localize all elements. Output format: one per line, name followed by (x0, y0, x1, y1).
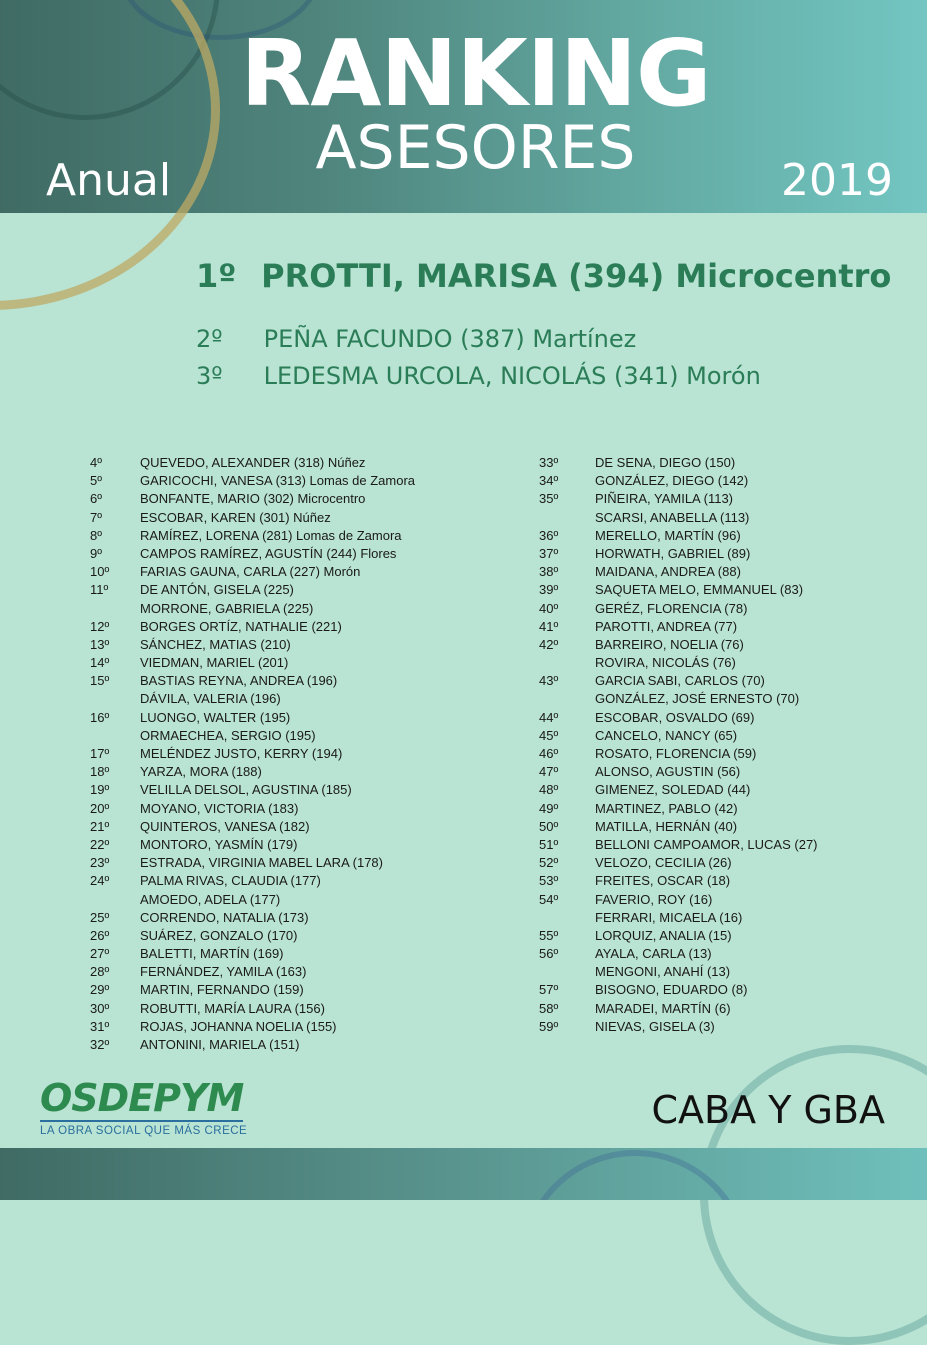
rank-position: 28º (90, 964, 110, 980)
rank-entry: MOYANO, VICTORIA (183) (140, 800, 299, 816)
rank-entry: MARTIN, FERNANDO (159) (140, 982, 304, 998)
rank-entry: MARADEI, MARTÍN (6) (595, 1000, 731, 1016)
rank-position: 15º (90, 673, 110, 689)
ranking-row (533, 654, 927, 672)
ranking-row (533, 690, 927, 708)
rank-entry: GONZÁLEZ, DIEGO (142) (595, 473, 749, 489)
rank-entry: DE SENA, DIEGO (150) (595, 455, 736, 470)
rank-entry: HORWATH, GABRIEL (89) (595, 545, 751, 561)
rank-entry: FERRARI, MICAELA (16) (595, 909, 743, 925)
ranking-row (84, 509, 484, 527)
rank-entry: YARZA, MORA (188) (140, 764, 262, 780)
rank-entry: PALMA RIVAS, CLAUDIA (177) (140, 873, 321, 889)
rank-position: 59º (539, 1018, 559, 1034)
rank-position: 37º (539, 545, 559, 561)
rank-entry: RAMÍREZ, LORENA (281) Lomas de Zamora (140, 527, 402, 543)
rank-position: 16º (90, 709, 110, 725)
ranking-row (84, 800, 484, 818)
ranking-row (84, 963, 484, 981)
rank-entry: ESTRADA, VIRGINIA MABEL LARA (178) (140, 855, 383, 871)
ranking-row (84, 891, 484, 909)
rank-position: 44º (539, 709, 559, 725)
rank-entry: ORMAECHEA, SERGIO (195) (140, 727, 316, 743)
ranking-row (533, 727, 927, 745)
ranking-row (84, 472, 484, 490)
rank-position: 26º (90, 927, 110, 943)
rank-position: 42º (539, 636, 559, 652)
ranking-row (533, 763, 927, 781)
rank-position: 17º (90, 746, 110, 761)
rank-position: 23º (90, 855, 110, 871)
rank-entry: BARREIRO, NOELIA (76) (595, 636, 744, 652)
ranking-row (84, 1000, 484, 1018)
rank-position: 58º (539, 1000, 559, 1016)
rank-entry: PAROTTI, ANDREA (77) (595, 618, 738, 634)
rank-entry: GIMENEZ, SOLEDAD (44) (595, 782, 751, 798)
rank-position: 11º (90, 582, 109, 598)
rank-entry: BASTIAS REYNA, ANDREA (196) (140, 673, 338, 689)
ranking-row (533, 454, 927, 472)
ranking-row (533, 527, 927, 545)
rank-entry: MENGONI, ANAHÍ (13) (595, 964, 731, 980)
rank-position: 10º (90, 564, 110, 580)
rank-position: 7º (90, 509, 102, 525)
rank-position: 25º (90, 909, 110, 925)
rank-entry: MARTINEZ, PABLO (42) (595, 800, 738, 816)
ranking-row (533, 854, 927, 872)
rank-position: 30º (90, 1000, 110, 1016)
ranking-row (84, 927, 484, 945)
rank-position: 38º (539, 564, 559, 580)
rank-entry: DÁVILA, VALERIA (196) (140, 691, 281, 707)
footer-banner (0, 1148, 927, 1200)
ranking-row (533, 818, 927, 836)
rank-entry: GERÉZ, FLORENCIA (78) (595, 600, 748, 616)
ranking-row (533, 636, 927, 654)
ranking-row (533, 600, 927, 618)
rank-position: 41º (539, 618, 559, 634)
rank-position: 8º (90, 527, 102, 543)
ranking-row (84, 709, 484, 727)
rank-position: 43º (539, 673, 559, 689)
rank-entry: BISOGNO, EDUARDO (8) (595, 982, 748, 998)
ranking-row (84, 654, 484, 672)
ranking-row (84, 945, 484, 963)
ranking-row (533, 800, 927, 818)
rank-position: 4º (90, 455, 102, 470)
ranking-list-right (533, 454, 927, 1036)
ranking-row (84, 745, 484, 763)
rank-position: 34º (539, 473, 559, 489)
rank-position: 29º (90, 982, 110, 998)
rank-entry: SCARSI, ANABELLA (113) (595, 509, 750, 525)
ranking-first-place (196, 257, 891, 295)
ranking-row (84, 1018, 484, 1036)
rank-position: 56º (539, 946, 559, 962)
rank-position: 45º (539, 727, 559, 743)
rank-position: 18º (90, 764, 110, 780)
logo-tagline: LA OBRA SOCIAL QUE MÁS CRECE (40, 1125, 248, 1137)
ranking-row (533, 672, 927, 690)
rank-entry: VIEDMAN, MARIEL (201) (140, 655, 289, 671)
ranking-row (84, 872, 484, 890)
rank-entry: CANCELO, NANCY (65) (595, 727, 738, 743)
ranking-row (84, 763, 484, 781)
rank-entry: BONFANTE, MARIO (302) Microcentro (140, 491, 366, 507)
rank-position: 49º (539, 800, 559, 816)
rank-entry: NIEVAS, GISELA (3) (595, 1018, 715, 1034)
ranking-third-place (196, 362, 761, 390)
rank-entry: MATILLA, HERNÁN (40) (595, 818, 738, 834)
rank-entry: QUINTEROS, VANESA (182) (140, 818, 310, 834)
rank-position: 35º (539, 491, 559, 507)
ranking-row (533, 1000, 927, 1018)
rank-entry: MELÉNDEZ JUSTO, KERRY (194) (140, 746, 343, 761)
ranking-row (533, 836, 927, 854)
rank-position: 52º (539, 855, 559, 871)
rank-entry: LEDESMA URCOLA, NICOLÁS (341) Morón (263, 362, 761, 390)
logo-divider (40, 1120, 243, 1122)
region-label: CABA Y GBA (651, 1088, 885, 1132)
rank-position: 47º (539, 764, 559, 780)
rank-entry: MONTORO, YASMÍN (179) (140, 836, 298, 852)
period-label: Anual (46, 155, 172, 206)
rank-entry: ESCOBAR, KAREN (301) Núñez (140, 509, 331, 525)
ranking-row (533, 563, 927, 581)
ranking-row (533, 909, 927, 927)
ranking-row (533, 963, 927, 981)
rank-entry: MAIDANA, ANDREA (88) (595, 564, 741, 580)
ranking-row (84, 527, 484, 545)
rank-position: 55º (539, 927, 559, 943)
rank-entry: AMOEDO, ADELA (177) (140, 891, 281, 907)
page-subtitle: ASESORES (315, 113, 636, 183)
ranking-row (533, 545, 927, 563)
rank-entry: ANTONINI, MARIELA (151) (140, 1037, 300, 1052)
ranking-row (84, 1036, 484, 1054)
rank-entry: ESCOBAR, OSVALDO (69) (595, 709, 755, 725)
rank-entry: BORGES ORTÍZ, NATHALIE (221) (140, 618, 342, 634)
ranking-row (533, 745, 927, 763)
rank-position: 40º (539, 600, 559, 616)
ranking-row (533, 781, 927, 799)
ranking-row (533, 472, 927, 490)
rank-entry: CORRENDO, NATALIA (173) (140, 909, 309, 925)
ranking-row (84, 581, 484, 599)
ranking-row (533, 581, 927, 599)
rank-position: 12º (90, 618, 110, 634)
ranking-row (84, 490, 484, 508)
rank-entry: VELOZO, CECILIA (26) (595, 855, 732, 871)
rank-position: 39º (539, 582, 559, 598)
rank-position: 27º (90, 946, 110, 962)
rank-position: 36º (539, 527, 559, 543)
rank-position: 3º (196, 362, 223, 390)
ranking-row (533, 945, 927, 963)
rank-position: 22º (90, 836, 110, 852)
ranking-row (533, 1018, 927, 1036)
osdepym-logo (40, 1078, 247, 1137)
ranking-row (84, 854, 484, 872)
header-banner (0, 0, 927, 213)
rank-position: 50º (539, 818, 559, 834)
ranking-row (84, 690, 484, 708)
rank-position: 48º (539, 782, 559, 798)
rank-entry: FERNÁNDEZ, YAMILA (163) (140, 964, 307, 980)
rank-entry: BALETTI, MARTÍN (169) (140, 946, 284, 962)
ranking-row (84, 672, 484, 690)
rank-entry: FARIAS GAUNA, CARLA (227) Morón (140, 564, 361, 580)
rank-entry: PIÑEIRA, YAMILA (113) (595, 491, 733, 507)
rank-position: 46º (539, 746, 559, 761)
rank-position: 32º (90, 1037, 110, 1052)
rank-position: 1º (196, 257, 237, 295)
ranking-row (84, 818, 484, 836)
rank-position: 13º (90, 636, 110, 652)
rank-entry: PROTTI, MARISA (394) Microcentro (261, 257, 892, 295)
rank-entry: GARICOCHI, VANESA (313) Lomas de Zamora (140, 473, 416, 489)
rank-position: 54º (539, 891, 559, 907)
rank-entry: PEÑA FACUNDO (387) Martínez (263, 325, 637, 353)
ranking-row (533, 490, 927, 508)
page-title: RANKING (240, 20, 711, 127)
ranking-row (84, 781, 484, 799)
ranking-row (84, 563, 484, 581)
logo-wordmark: OSDEPYM (40, 1076, 244, 1120)
ranking-list-left (84, 454, 484, 1054)
rank-entry: SAQUETA MELO, EMMANUEL (83) (595, 582, 804, 598)
ranking-row (84, 836, 484, 854)
rank-entry: BELLONI CAMPOAMOR, LUCAS (27) (595, 836, 818, 852)
rank-entry: FREITES, OSCAR (18) (595, 873, 731, 889)
rank-entry: SUÁREZ, GONZALO (170) (140, 927, 298, 943)
rank-position: 24º (90, 873, 110, 889)
rank-entry: ROJAS, JOHANNA NOELIA (155) (140, 1018, 337, 1034)
ranking-row (84, 454, 484, 472)
rank-entry: QUEVEDO, ALEXANDER (318) Núñez (140, 455, 366, 470)
rank-entry: GARCIA SABI, CARLOS (70) (595, 673, 765, 689)
rank-position: 2º (196, 325, 223, 353)
rank-position: 20º (90, 800, 110, 816)
rank-position: 57º (539, 982, 559, 998)
ranking-row (84, 909, 484, 927)
ranking-row (533, 872, 927, 890)
ranking-row (533, 618, 927, 636)
rank-position: 14º (90, 655, 110, 671)
rank-position: 21º (90, 818, 110, 834)
rank-position: 31º (90, 1018, 110, 1034)
ranking-second-place (196, 325, 636, 353)
rank-position: 6º (90, 491, 102, 507)
ranking-row (84, 618, 484, 636)
rank-entry: ROVIRA, NICOLÁS (76) (595, 655, 736, 671)
rank-entry: ROBUTTI, MARÍA LAURA (156) (140, 1000, 325, 1016)
rank-position: 9º (90, 545, 102, 561)
ranking-row (84, 600, 484, 618)
rank-position: 33º (539, 455, 559, 470)
rank-entry: ALONSO, AGUSTIN (56) (595, 764, 741, 780)
rank-entry: MORRONE, GABRIELA (225) (140, 600, 314, 616)
rank-entry: VELILLA DELSOL, AGUSTINA (185) (140, 782, 352, 798)
rank-entry: AYALA, CARLA (13) (595, 946, 712, 962)
ranking-row (84, 981, 484, 999)
rank-entry: FAVERIO, ROY (16) (595, 891, 713, 907)
rank-position: 53º (539, 873, 559, 889)
rank-position: 51º (539, 836, 559, 852)
ranking-row (533, 927, 927, 945)
ranking-row (533, 709, 927, 727)
rank-entry: CAMPOS RAMÍREZ, AGUSTÍN (244) Flores (140, 545, 397, 561)
decorative-ring (520, 1150, 750, 1200)
ranking-row (533, 981, 927, 999)
rank-entry: LUONGO, WALTER (195) (140, 709, 291, 725)
rank-position: 19º (90, 782, 110, 798)
rank-entry: MERELLO, MARTÍN (96) (595, 527, 741, 543)
rank-entry: LORQUIZ, ANALIA (15) (595, 927, 732, 943)
ranking-row (533, 509, 927, 527)
rank-entry: GONZÁLEZ, JOSÉ ERNESTO (70) (595, 691, 800, 707)
ranking-row (533, 891, 927, 909)
ranking-row (84, 727, 484, 745)
rank-position: 5º (90, 473, 102, 489)
rank-entry: ROSATO, FLORENCIA (59) (595, 746, 757, 761)
rank-entry: DE ANTÓN, GISELA (225) (140, 582, 294, 598)
rank-entry: SÁNCHEZ, MATIAS (210) (140, 636, 291, 652)
year-label: 2019 (781, 155, 893, 206)
ranking-row (84, 636, 484, 654)
ranking-row (84, 545, 484, 563)
